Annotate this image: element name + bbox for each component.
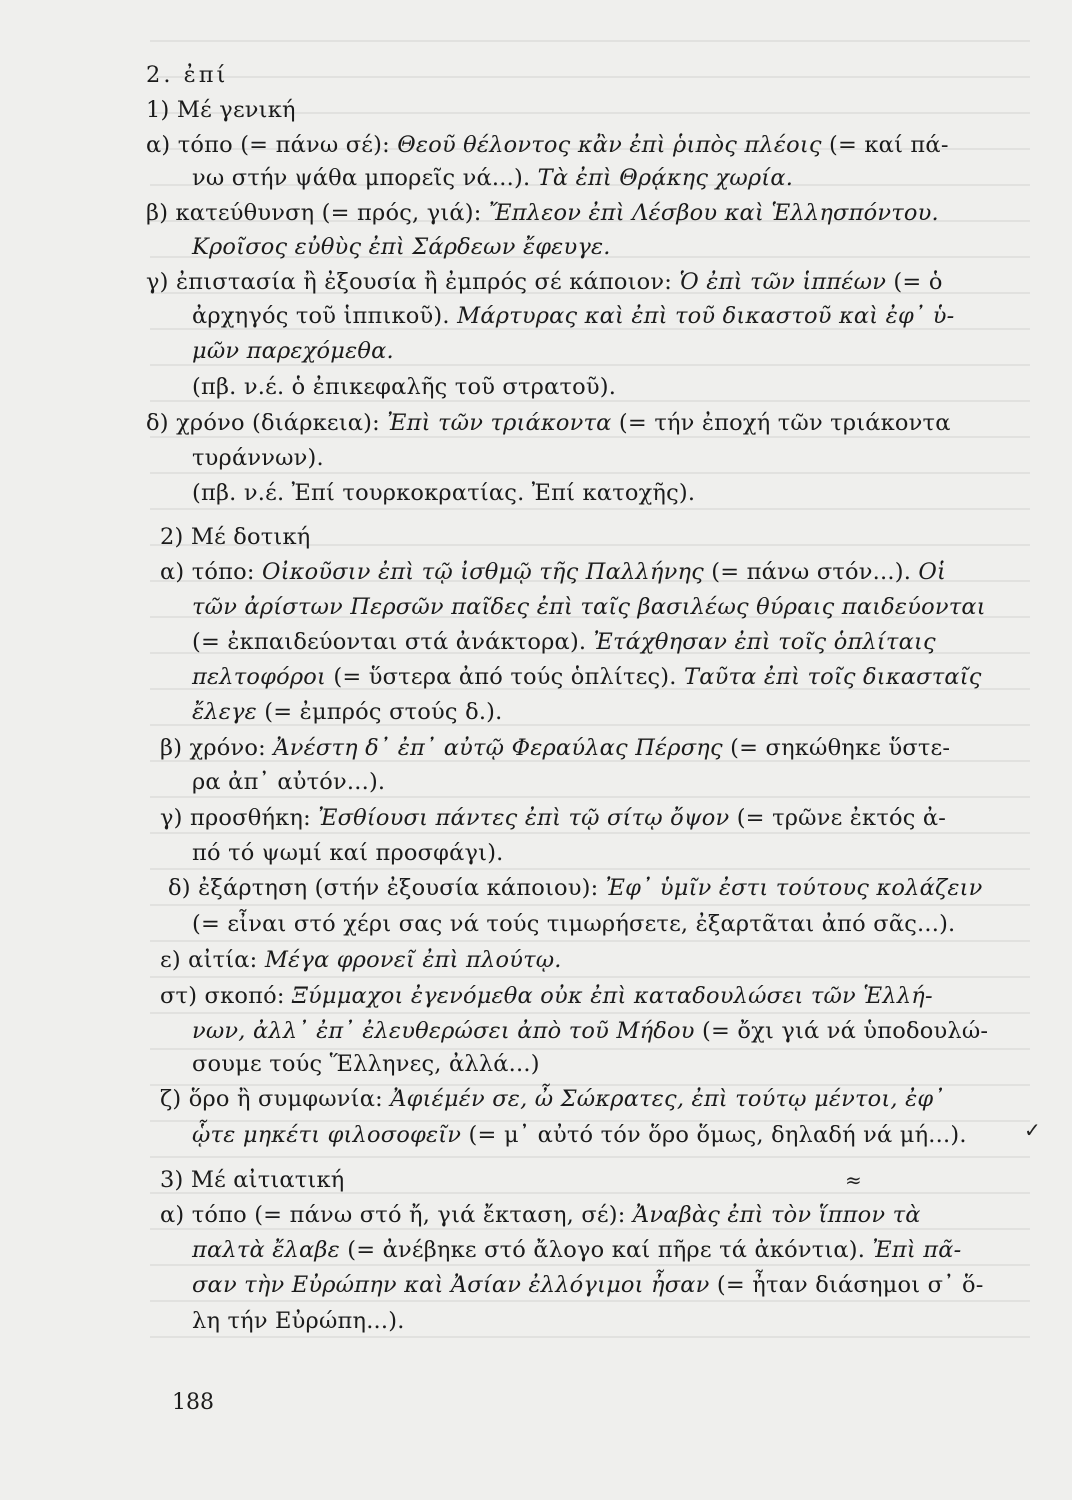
gloss-text: (πβ. ν.έ. Ἐπί τουρκοκρατίας. Ἐπί κατοχῆς).	[192, 480, 696, 506]
gloss-text: α) τόπο (= πάνω στό ἤ, γιά ἔκταση, σέ):	[160, 1202, 633, 1228]
text-line	[146, 408, 951, 438]
text-line	[192, 1235, 961, 1265]
greek-example: Οἱ	[918, 559, 947, 585]
text-line	[192, 478, 695, 508]
gloss-text: (= μ᾽ αὐτό τόν ὅρο ὅμως, δηλαδή νά μή...).	[461, 1122, 967, 1148]
text-line	[160, 557, 946, 587]
gloss-text: α) τόπο:	[160, 559, 262, 585]
text-line	[192, 1306, 405, 1336]
gloss-text: (= ἦταν διάσημοι σ᾽ ὅ-	[709, 1272, 984, 1298]
greek-example: πελτοφόροι	[192, 664, 327, 690]
greek-example: Ὁ ἐπὶ τῶν ἱππέων	[679, 269, 887, 295]
text-line	[160, 522, 310, 552]
greek-example: Ἐτάχθησαν ἐπὶ τοῖς ὁπλίταις	[593, 629, 936, 655]
gloss-text: (= ὄχι γιά νά ὑποδουλώ-	[694, 1018, 989, 1044]
greek-example: παλτὰ ἔλαβε	[192, 1237, 340, 1263]
greek-example: Ἔπλεον ἐπὶ Λέσβου καὶ Ἑλλησπόντου.	[488, 200, 939, 226]
text-line	[146, 95, 296, 125]
greek-example: Κροῖσος εὐθὺς ἐπὶ Σάρδεων ἔφευγε.	[192, 234, 611, 260]
greek-example: Ἐφ᾽ ὑμῖν ἐστι τούτους κολάζειν	[605, 875, 983, 901]
gloss-text: ἀρχηγός τοῦ ἱππικοῦ).	[192, 303, 458, 329]
text-line	[192, 336, 394, 366]
text-line	[192, 1016, 988, 1046]
greek-example: Μάρτυρας καὶ ἐπὶ τοῦ δικαστοῦ καὶ ἐφ᾽ ὑ-	[457, 303, 955, 329]
greek-example: Ἀναβὰς ἐπὶ τὸν ἵππον τὰ	[632, 1202, 921, 1228]
gloss-text: 2) Μέ δοτική	[160, 524, 311, 550]
gloss-text: στ) σκοπό:	[160, 983, 292, 1009]
gloss-text: πό τό ψωμί καί προσφάγι).	[192, 840, 504, 866]
greek-example: Ἐπὶ τῶν τριάκοντα	[387, 410, 612, 436]
text-line	[192, 662, 982, 692]
gloss-text: (= ἐμπρός στούς δ.).	[256, 699, 503, 725]
text-line	[192, 443, 324, 473]
text-line	[192, 627, 936, 657]
text-line	[160, 803, 946, 833]
text-line	[168, 873, 983, 903]
text-line	[192, 909, 955, 939]
gloss-text: (= ὁ	[886, 269, 943, 295]
text-line	[192, 697, 503, 727]
gloss-text: (= καί πά-	[821, 132, 949, 158]
text-line	[146, 130, 949, 160]
greek-example: Ταῦτα ἐπὶ τοῖς δικασταῖς	[683, 664, 982, 690]
text-line	[146, 267, 943, 297]
greek-example: νων, ἀλλ᾽ ἐπ᾽ ἐλευθερώσει ἀπὸ τοῦ Μήδου	[192, 1018, 695, 1044]
gloss-text: (= ἀνέβηκε στό ἄλογο καί πῆρε τά ἀκόντια).	[339, 1237, 873, 1263]
gloss-text: (= ὕστερα ἀπό τούς ὁπλίτες).	[326, 664, 684, 690]
page-number: 188	[172, 1390, 214, 1415]
gloss-text: γ) προσθήκη:	[160, 805, 319, 831]
gloss-text: (= πάνω στόν...).	[703, 559, 919, 585]
gloss-text: α) τόπο (= πάνω σέ):	[146, 132, 398, 158]
gloss-text: (= ἐκπαιδεύονται στά ἀνάκτορα).	[192, 629, 594, 655]
greek-example: σαν τὴν Εὐρώπην καὶ Ἀσίαν ἐλλόγιμοι ἦσαν	[192, 1272, 710, 1298]
gloss-text: τυράννων).	[192, 445, 324, 471]
text-line	[146, 198, 939, 228]
text-line	[192, 1120, 967, 1150]
gloss-text: (= εἶναι στό χέρι σας νά τούς τιμωρήσετε, ἐξαρτᾶται ἀπό σᾶς...).	[192, 911, 956, 937]
text-line	[160, 1165, 344, 1195]
margin-mark: ≈	[845, 1168, 862, 1192]
gloss-text: (= σηκώθηκε ὕστε-	[722, 735, 951, 761]
greek-example: Ξύμμαχοι ἐγενόμεθα οὐκ ἐπὶ καταδουλώσει τῶν Ἑλλή-	[291, 983, 933, 1009]
text-line	[192, 1270, 984, 1300]
text-line	[192, 767, 385, 797]
text-line	[192, 301, 954, 331]
gloss-text: 1) Μέ γενική	[146, 97, 296, 123]
gloss-text: δ) ἐξάρτηση (στήν ἐξουσία κάποιου):	[168, 875, 606, 901]
greek-example: ᾧτε μηκέτι φιλοσοφεῖν	[192, 1122, 462, 1148]
greek-example: τῶν ἀρίστων Περσῶν παῖδες ἐπὶ ταῖς βασιλέως θύραις παιδεύονται	[192, 594, 986, 620]
text-line	[160, 981, 933, 1011]
greek-example: Ἀφιέμέν σε, ὦ Σώκρατες, ἐπὶ τούτῳ μέντοι, ἐφ᾽	[390, 1086, 945, 1112]
text-line	[192, 592, 986, 622]
greek-example: Ἐσθίουσι πάντες ἐπὶ τῷ σίτῳ ὄψον	[318, 805, 730, 831]
text-line	[192, 1049, 540, 1079]
greek-example: Ἀνέστη δ᾽ ἐπ᾽ αὐτῷ Φεραύλας Πέρσης	[273, 735, 723, 761]
text-line	[192, 163, 793, 193]
gloss-text: β) κατεύθυνση (= πρός, γιά):	[146, 200, 489, 226]
gloss-text: (= τήν ἐποχή τῶν τριάκοντα	[611, 410, 951, 436]
text-line	[192, 838, 504, 868]
gloss-text: ε) αἰτία:	[160, 947, 265, 973]
greek-example: Τὰ ἐπὶ Θρᾴκης χωρία.	[537, 165, 794, 191]
gloss-text: σουμε τούς Ἕλληνες, ἀλλά...)	[192, 1051, 540, 1077]
text-line	[160, 1200, 921, 1230]
gloss-text: δ) χρόνο (διάρκεια):	[146, 410, 388, 436]
greek-example: Θεοῦ θέλοντος κἂν ἐπὶ ῥιπὸς πλέοις	[397, 132, 822, 158]
section-heading: 2. ἐπί	[146, 62, 229, 88]
text-line	[160, 733, 950, 763]
text-line	[192, 232, 611, 262]
gloss-text: ρα ἀπ᾽ αὐτόν...).	[192, 769, 386, 795]
greek-example: Ἐπὶ πᾶ-	[872, 1237, 962, 1263]
gloss-text: (πβ. ν.έ. ὁ ἐπικεφαλῆς τοῦ στρατοῦ).	[192, 374, 617, 400]
greek-example: ἔλεγε	[192, 699, 257, 725]
margin-mark: ✓	[1024, 1118, 1041, 1142]
greek-example: Οἰκοῦσιν ἐπὶ τῷ ἰσθμῷ τῆς Παλλήνης	[261, 559, 704, 585]
gloss-text: γ) ἐπιστασία ἢ ἐξουσία ἢ ἐμπρός σέ κάποιον:	[146, 269, 680, 295]
greek-example: μῶν παρεχόμεθα.	[192, 338, 394, 364]
greek-example: Μέγα φρονεῖ ἐπὶ πλούτῳ.	[264, 947, 562, 973]
gloss-text: 3) Μέ αἰτιατική	[160, 1167, 345, 1193]
text-line	[160, 1084, 945, 1114]
gloss-text: (= τρῶνε ἐκτός ἀ-	[729, 805, 947, 831]
text-line	[160, 945, 562, 975]
gloss-text: λη τήν Εὐρώπη...).	[192, 1308, 405, 1334]
gloss-text: β) χρόνο:	[160, 735, 274, 761]
text-line	[192, 372, 616, 402]
gloss-text: ζ) ὅρο ἢ συμφωνία:	[160, 1086, 391, 1112]
gloss-text: νω στήν ψάθα μπορεῖς νά...).	[192, 165, 538, 191]
